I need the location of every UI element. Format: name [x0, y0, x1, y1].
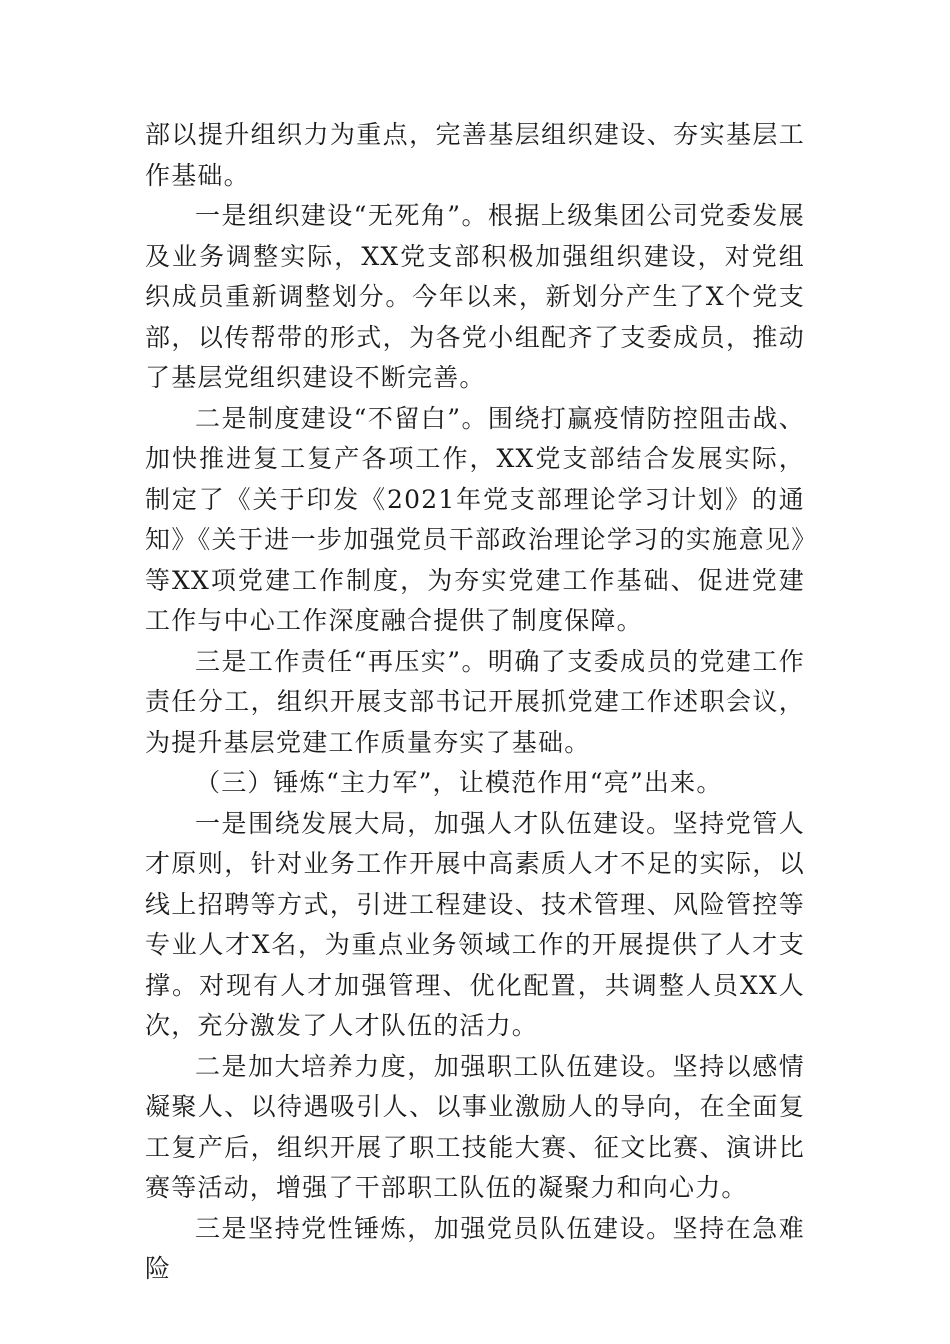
section-heading: （三）锤炼“主力军”，让模范作用“亮”出来。 [195, 768, 723, 797]
paragraph-work-responsibility: 三是工作责任“再压实”。明确了支委成员的党建工作责任分工，组织开展支部书记开展抓党建工作述职会议，为提升基层党建工作质量夯实了基础。 [145, 646, 805, 757]
paragraph-party-member-team: 三是坚持党性锤炼，加强党员队伍建设。坚持在急难险 [145, 1213, 805, 1283]
document-body [145, 115, 805, 1290]
paragraph-continuation: 部以提升组织力为重点，完善基层组织建设、夯实基层工作基础。 [145, 120, 805, 190]
paragraph-staff-team: 二是加大培养力度，加强职工队伍建设。坚持以感情凝聚人、以待遇吸引人、以事业激励人的导向，在全面复工复产后，组织开展了职工技能大赛、征文比赛、演讲比赛等活动，增强了干部职工队伍的凝聚力和向心力。 [145, 1051, 805, 1202]
paragraph-organization-building: 一是组织建设“无死角”。根据上级集团公司党委发展及业务调整实际，XX党支部积极加强组织建设，对党组织成员重新调整划分。今年以来，新划分产生了X个党支部，以传帮带的形式，为各党小组配齐了支委成员，推动了基层党组织建设不断完善。 [145, 201, 805, 392]
paragraph-talent-team: 一是围绕发展大局，加强人才队伍建设。坚持党管人才原则，针对业务工作开展中高素质人才不足的实际，以线上招聘等方式，引进工程建设、技术管理、风险管控等专业人才X名，为重点业务领域工作的开展提供了人才支撑。对现有人才加强管理、优化配置，共调整人员XX人次，充分激发了人才队伍的活力。 [145, 808, 805, 1040]
paragraph-system-building: 二是制度建设“不留白”。围绕打赢疫情防控阻击战、加快推进复工复产各项工作，XX党支部结合发展实际，制定了《关于印发《2021年党支部理论学习计划》的通知》《关于进一步加强党员干部政治理论学习的实施意见》等XX项党建工作制度，为夯实党建工作基础、促进党建工作与中心工作深度融合提供了制度保障。 [145, 403, 805, 635]
